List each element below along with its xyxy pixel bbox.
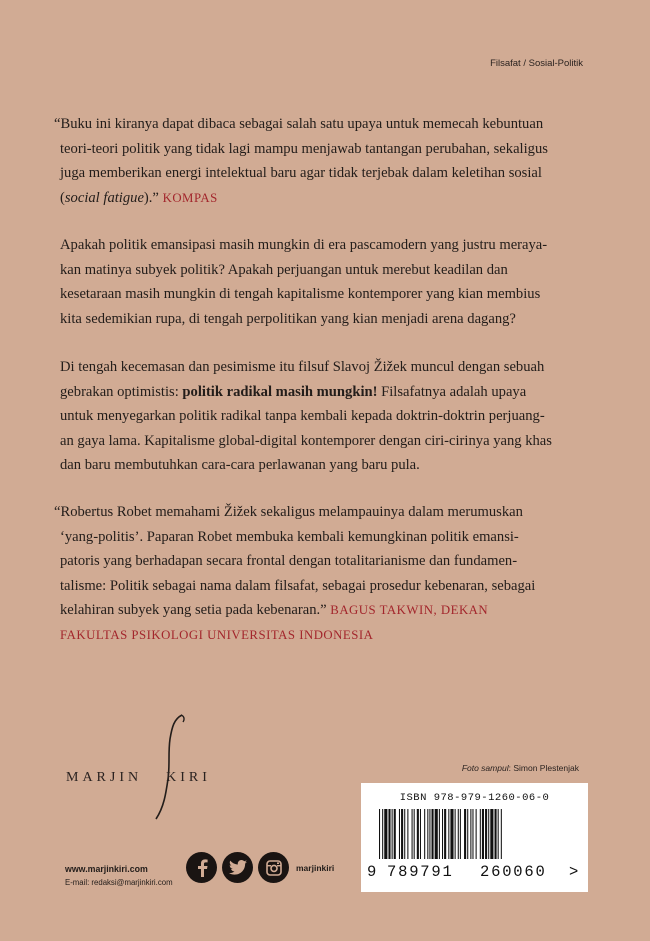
quote-line: (social fatigue).” KOMPAS [60,189,218,206]
quote-source: KOMPAS [162,190,218,205]
paragraph-line: kan matinya subyek politik? Apakah perjuangan untuk merebut keadilan dan [60,261,508,278]
paragraph-line: kita sedemikian rupa, di tengah perpolitikan yang kian menjadi arena dagang? [60,310,516,327]
quote-line: talisme: Politik sebagai nama dalam filsafat, sebagai prosedur kebenaran, sebagai [60,577,536,594]
publisher-name-right: KIRI [166,770,211,785]
facebook-icon[interactable] [186,852,217,883]
social-links [186,852,334,883]
quote-line: kelahiran subyek yang setia pada kebenaran.” BAGUS TAKWIN, DEKAN [60,602,489,619]
isbn-digit-lead: 9 [367,863,377,881]
italic-term: social fatigue [64,189,144,206]
quote-line: teori-teori politik yang tidak lagi mampu menjawab tantangan perubahan, sekaligus [60,140,548,157]
quote-line: “Buku ini kiranya dapat dibaca sebagai salah satu upaya untuk memecah kebuntuan [54,116,544,132]
quote-takwin [54,500,590,648]
isbn-digit-group-left: 789791 [387,863,454,881]
quote-line: patoris yang berhadapan secara frontal dengan totalitarianisme dan fundamen- [60,553,518,570]
bold-statement: politik radikal masih mungkin! [182,383,378,400]
quote-line: ‘yang-politis’. Paparan Robet membuka kembali kemungkinan politik emansi- [60,528,519,545]
publisher-logo-icon [150,713,190,823]
paragraph-question [60,233,590,331]
quote-source-affiliation: FAKULTAS PSIKOLOGI UNIVERSITAS INDONESIA [60,627,374,642]
email-text: E-mail: redaksi@marjinkiri.com [65,878,173,887]
quote-source: BAGUS TAKWIN, DEKAN [330,603,489,618]
paragraph-line: an gaya lama. Kapitalisme global-digital kontemporer dengan ciri-cirinya yang khas [60,432,552,449]
quote-line: “Robertus Robet memahami Žižek sekaligus melampauinya dalam merumuskan [54,504,523,520]
publisher-name-left: MARJIN [66,770,143,785]
contact-info [65,863,173,889]
publisher-logo [66,770,211,786]
quote-line [60,623,590,648]
twitter-icon[interactable] [222,852,253,883]
website-link[interactable]: www.marjinkiri.com [65,864,148,874]
paragraph-line: Apakah politik emansipasi masih mungkin di era pascamodern yang justru meraya- [60,237,548,253]
paragraph-line: Di tengah kecemasan dan pesimisme itu filsuf Slavoj Žižek muncul dengan sebuah [60,359,545,375]
paragraph-zizek [60,355,590,478]
isbn-barcode [361,783,588,892]
social-handle: marjinkiri [296,862,335,873]
category-label: Filsafat / Sosial-Politik [490,58,583,69]
paragraph-line: kesetaraan masih mungkin di tengah kapitalisme kontemporer yang kian membius [60,286,541,303]
photo-credit: Foto sampul: Simon Plestenjak [461,763,579,773]
paragraph-line: gebrakan optimistis: politik radikal masih mungkin! Filsafatnya adalah upaya [60,383,527,400]
quote-line: juga memberikan energi intelektual baru agar tidak terjebak dalam keletihan sosial [60,165,542,182]
isbn-text: ISBN 978-979-1260-06-0 [399,792,550,804]
paragraph-line: dan baru membutuhkan cara-cara perlawanan yang baru pula. [60,457,420,474]
instagram-icon[interactable] [258,852,289,883]
quote-kompas [54,112,590,210]
isbn-digit-group-right: 260060 [480,863,547,881]
paragraph-line: untuk menyegarkan politik radikal tanpa kembali kepada doktrin-doktrin perjuang- [60,408,545,425]
isbn-digit-end: > [569,863,579,881]
